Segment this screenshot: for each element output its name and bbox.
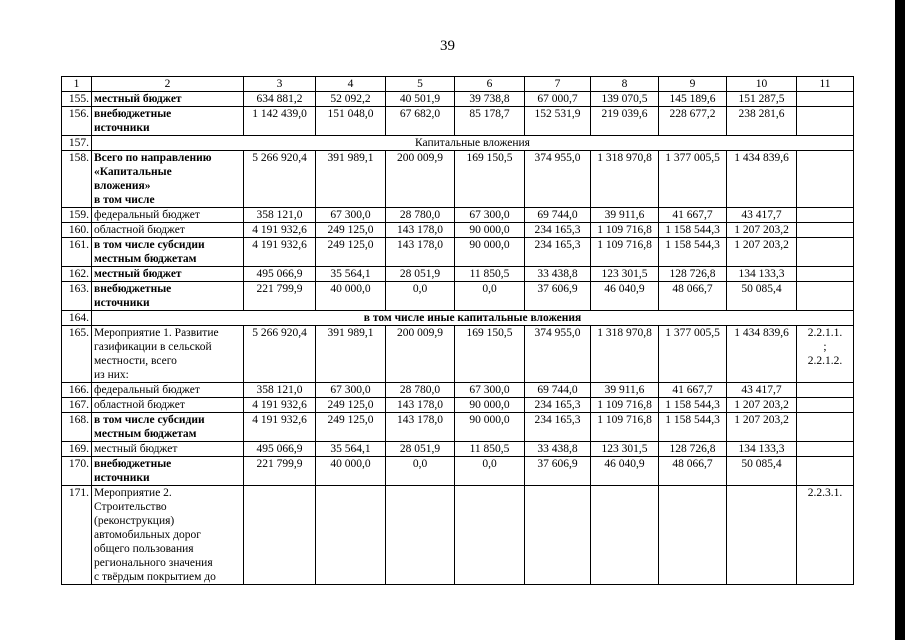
value-cell: 249 125,0 [316,223,386,238]
row-name-cell [92,92,244,107]
value-cell: 1 158 544,3 [659,238,727,267]
value-cell: 139 070,5 [591,92,659,107]
value-cell: 90 000,0 [455,398,525,413]
table-header-row [62,77,854,92]
value-cell: 143 178,0 [386,398,455,413]
row-name-text: в том числе субсидии местным бюджетам [94,239,205,265]
reference-cell [797,238,854,267]
value-cell: 39 738,8 [455,92,525,107]
value-cell: 40 501,9 [386,92,455,107]
value-cell: 152 531,9 [525,107,591,136]
row-number-cell: 164. [62,311,92,326]
value-cell: 358 121,0 [244,383,316,398]
value-cell: 358 121,0 [244,208,316,223]
value-cell: 128 726,8 [659,442,727,457]
value-cell: 1 377 005,5 [659,151,727,208]
header-cell: 3 [244,77,316,92]
value-cell: 123 301,5 [591,442,659,457]
value-cell: 4 191 932,6 [244,413,316,442]
row-name-cell [92,208,244,223]
value-cell [316,486,386,585]
value-cell: 391 989,1 [316,326,386,383]
value-cell: 69 744,0 [525,383,591,398]
reference-cell [797,326,854,383]
value-cell: 634 881,2 [244,92,316,107]
value-cell: 67 300,0 [455,208,525,223]
value-cell: 143 178,0 [386,413,455,442]
reference-cell [797,486,854,585]
value-cell: 200 009,9 [386,151,455,208]
value-cell: 1 158 544,3 [659,413,727,442]
row-name-cell [92,151,244,208]
row-number-cell: 170. [62,457,92,486]
header-cell: 1 [62,77,92,92]
header-cell: 4 [316,77,386,92]
row-number-cell: 163. [62,282,92,311]
value-cell [525,486,591,585]
row-name-cell [92,442,244,457]
header-cell: 5 [386,77,455,92]
value-cell [727,486,797,585]
value-cell: 221 799,9 [244,282,316,311]
value-cell: 219 039,6 [591,107,659,136]
value-cell: 0,0 [386,457,455,486]
value-cell: 4 191 932,6 [244,223,316,238]
row-name-cell [92,413,244,442]
value-cell: 5 266 920,4 [244,151,316,208]
row-name-text: внебюджетные источники [94,108,172,134]
value-cell: 43 417,7 [727,383,797,398]
value-cell: 134 133,3 [727,267,797,282]
value-cell: 90 000,0 [455,238,525,267]
row-name-text: местный бюджет [94,268,182,280]
value-cell: 123 301,5 [591,267,659,282]
value-cell: 67 682,0 [386,107,455,136]
row-name-text: внебюджетные источники [94,283,172,309]
value-cell: 143 178,0 [386,238,455,267]
value-cell: 4 191 932,6 [244,398,316,413]
value-cell: 249 125,0 [316,398,386,413]
value-cell: 28 051,9 [386,267,455,282]
value-cell [591,486,659,585]
value-cell: 228 677,2 [659,107,727,136]
value-cell: 1 207 203,2 [727,238,797,267]
value-cell: 221 799,9 [244,457,316,486]
table-row [62,442,854,457]
row-name-cell [92,223,244,238]
row-number-cell: 167. [62,398,92,413]
value-cell: 90 000,0 [455,413,525,442]
row-number-cell: 159. [62,208,92,223]
value-cell: 33 438,8 [525,267,591,282]
row-number-cell: 160. [62,223,92,238]
value-cell: 33 438,8 [525,442,591,457]
value-cell: 391 989,1 [316,151,386,208]
reference-cell [797,107,854,136]
value-cell: 169 150,5 [455,326,525,383]
value-cell: 143 178,0 [386,223,455,238]
value-cell: 238 281,6 [727,107,797,136]
value-cell: 249 125,0 [316,238,386,267]
row-name-text: Всего по направлению «Капитальные вложения» в том числе [94,152,212,206]
value-cell: 169 150,5 [455,151,525,208]
row-number-cell: 156. [62,107,92,136]
row-number-cell: 166. [62,383,92,398]
value-cell [659,486,727,585]
value-cell: 128 726,8 [659,267,727,282]
table-row [62,383,854,398]
table-row [62,413,854,442]
header-cell: 11 [797,77,854,92]
header-cell: 7 [525,77,591,92]
value-cell: 234 165,3 [525,398,591,413]
value-cell: 151 287,5 [727,92,797,107]
row-name-text: областной бюджет [94,399,185,411]
value-cell: 50 085,4 [727,457,797,486]
value-cell: 1 318 970,8 [591,326,659,383]
value-cell: 11 850,5 [455,442,525,457]
row-name-text: внебюджетные источники [94,458,172,484]
value-cell: 1 207 203,2 [727,223,797,238]
value-cell: 67 300,0 [316,208,386,223]
row-number-cell: 161. [62,238,92,267]
reference-cell [797,151,854,208]
page-number: 39 [440,38,455,54]
value-cell: 495 066,9 [244,267,316,282]
value-cell: 1 142 439,0 [244,107,316,136]
value-cell: 0,0 [386,282,455,311]
value-cell: 1 434 839,6 [727,326,797,383]
section-row [62,136,854,151]
reference-cell [797,398,854,413]
row-name-cell [92,282,244,311]
table-body [62,77,854,585]
budget-table [61,76,854,585]
value-cell: 28 780,0 [386,208,455,223]
row-name-text: Мероприятие 1. Развитие газификации в сельской местности, всего из них: [94,327,219,381]
value-cell: 0,0 [455,457,525,486]
row-name-cell [92,267,244,282]
value-cell: 35 564,1 [316,442,386,457]
table-row [62,107,854,136]
value-cell: 234 165,3 [525,413,591,442]
value-cell: 41 667,7 [659,383,727,398]
value-cell: 67 300,0 [455,383,525,398]
value-cell: 4 191 932,6 [244,238,316,267]
row-name-cell [92,457,244,486]
row-name-text: Мероприятие 2. Строительство (реконструкция) автомобильных дорог общего пользования регионального значения с твёрдым покрытием до [94,487,216,583]
value-cell: 35 564,1 [316,267,386,282]
value-cell: 1 158 544,3 [659,398,727,413]
value-cell: 1 434 839,6 [727,151,797,208]
row-name-cell [92,107,244,136]
value-cell: 40 000,0 [316,282,386,311]
section-title: в том числе иные капитальные вложения [92,311,854,326]
row-name-cell [92,326,244,383]
reference-cell [797,208,854,223]
row-number-cell: 158. [62,151,92,208]
value-cell: 39 911,6 [591,383,659,398]
table-row [62,267,854,282]
table-row [62,208,854,223]
value-cell: 1 109 716,8 [591,238,659,267]
table-row [62,398,854,413]
row-name-text: федеральный бюджет [94,384,200,396]
value-cell: 69 744,0 [525,208,591,223]
value-cell: 85 178,7 [455,107,525,136]
table-row [62,457,854,486]
value-cell: 5 266 920,4 [244,326,316,383]
table-row [62,151,854,208]
value-cell: 1 158 544,3 [659,223,727,238]
value-cell: 1 109 716,8 [591,223,659,238]
value-cell: 249 125,0 [316,413,386,442]
row-number-cell: 155. [62,92,92,107]
row-name-text: в том числе субсидии местным бюджетам [94,414,205,440]
value-cell: 48 066,7 [659,457,727,486]
reference-cell [797,267,854,282]
reference-cell [797,383,854,398]
table-row [62,282,854,311]
table-row [62,486,854,585]
section-row [62,311,854,326]
value-cell: 48 066,7 [659,282,727,311]
value-cell: 495 066,9 [244,442,316,457]
value-cell: 1 109 716,8 [591,398,659,413]
value-cell: 145 189,6 [659,92,727,107]
header-cell: 10 [727,77,797,92]
value-cell [455,486,525,585]
value-cell: 41 667,7 [659,208,727,223]
value-cell: 374 955,0 [525,151,591,208]
row-name-text: местный бюджет [94,93,182,105]
section-title: Капитальные вложения [92,136,854,151]
header-cell: 9 [659,77,727,92]
value-cell: 67 300,0 [316,383,386,398]
value-cell: 37 606,9 [525,457,591,486]
value-cell: 46 040,9 [591,457,659,486]
value-cell: 151 048,0 [316,107,386,136]
reference-cell [797,442,854,457]
row-number-cell: 169. [62,442,92,457]
value-cell: 39 911,6 [591,208,659,223]
reference-cell [797,457,854,486]
row-name-cell [92,238,244,267]
header-cell: 2 [92,77,244,92]
value-cell: 67 000,7 [525,92,591,107]
row-name-cell [92,486,244,585]
value-cell: 1 207 203,2 [727,413,797,442]
row-name-cell [92,398,244,413]
value-cell: 200 009,9 [386,326,455,383]
reference-cell [797,223,854,238]
reference-text: 2.2.3.1. [807,487,843,499]
row-number-cell: 168. [62,413,92,442]
value-cell: 1 109 716,8 [591,413,659,442]
row-name-text: областной бюджет [94,224,185,236]
value-cell: 37 606,9 [525,282,591,311]
value-cell [244,486,316,585]
table-row [62,326,854,383]
value-cell: 1 377 005,5 [659,326,727,383]
value-cell: 43 417,7 [727,208,797,223]
table-row [62,223,854,238]
value-cell: 50 085,4 [727,282,797,311]
value-cell: 40 000,0 [316,457,386,486]
value-cell: 46 040,9 [591,282,659,311]
reference-cell [797,413,854,442]
row-name-cell [92,383,244,398]
reference-cell [797,282,854,311]
value-cell: 28 051,9 [386,442,455,457]
value-cell: 374 955,0 [525,326,591,383]
table-row [62,92,854,107]
value-cell: 234 165,3 [525,238,591,267]
value-cell: 90 000,0 [455,223,525,238]
reference-cell [797,92,854,107]
row-name-text: местный бюджет [94,443,178,455]
row-number-cell: 162. [62,267,92,282]
value-cell: 1 318 970,8 [591,151,659,208]
header-cell: 6 [455,77,525,92]
value-cell: 0,0 [455,282,525,311]
row-name-text: федеральный бюджет [94,209,200,221]
value-cell: 11 850,5 [455,267,525,282]
value-cell: 28 780,0 [386,383,455,398]
row-number-cell: 157. [62,136,92,151]
value-cell: 134 133,3 [727,442,797,457]
reference-text: 2.2.1.1. ; 2.2.1.2. [807,327,843,367]
header-cell: 8 [591,77,659,92]
table-row [62,238,854,267]
row-number-cell: 165. [62,326,92,383]
row-number-cell: 171. [62,486,92,585]
value-cell: 52 092,2 [316,92,386,107]
value-cell: 1 207 203,2 [727,398,797,413]
value-cell: 234 165,3 [525,223,591,238]
value-cell [386,486,455,585]
